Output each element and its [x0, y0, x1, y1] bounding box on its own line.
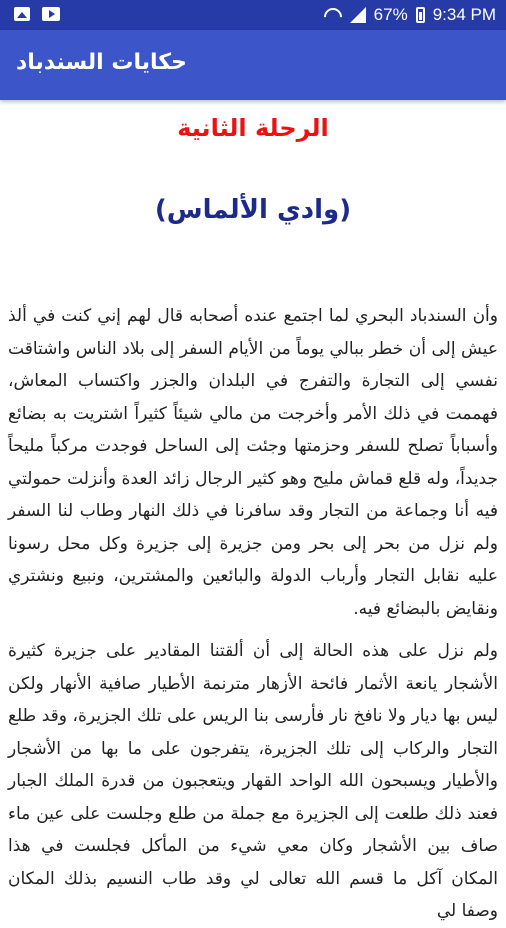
photo-icon [14, 7, 30, 21]
story-content[interactable] [0, 100, 506, 921]
app-title: حكايات السندباد [16, 50, 187, 75]
notification-icons [14, 7, 60, 21]
system-icons [324, 5, 496, 25]
youtube-icon [42, 7, 60, 21]
chapter-title: الرحلة الثانية [177, 114, 329, 142]
battery-icon [416, 7, 425, 23]
chapter-subtitle: (وادي الألماس) [154, 195, 352, 225]
wifi-icon [324, 8, 342, 22]
app-bar [0, 30, 506, 100]
status-bar [0, 0, 506, 30]
clock: 9:34 PM [432, 5, 496, 24]
story-paragraph: وأن السندباد البحري لما اجتمع عنده أصحابه قال لهم إني كنت في ألذ عيش إلى أن خطر ببالي يوماً من الأيام السفر إلى بلاد الناس واشتاقت نفسي إلى التجارة والتفرج في البلدان والجزر واكتساب المعاش، فهممت في ذلك الأمر وأخرجت من مالي شيئاً كثيراً اشتريت به بضائع وأسباباً تصلح للسفر وحزمتها وجئت إلى الساحل فوجدت مركباً مليحاً جديداً، وله قلع قماش مليح وهو كثير الرجال زائد العدة وأنزلت حمولتي فيه أنا وجماعة من التجار وقد سافرنا في ذلك النهار وطاب لنا السفر ولم نزل من بحر إلى بحر ومن جزيرة إلى جزيرة وكل محل رسونا عليه نقابل التجار وأرباب الدولة والبائعين والمشترين، ونبيع ونشتري ونقايض بالبضائع فيه. [8, 306, 498, 619]
story-paragraph: ولم نزل على هذه الحالة إلى أن ألقتنا المقادير على جزيرة كثيرة الأشجار يانعة الأثمار فائحة الأزهار مترنمة الأطيار صافية الأنهار ولكن ليس بها ديار ولا نافخ نار فأرسى بنا الريس على تلك الجزيرة، وقد طلع التجار والركاب إلى تلك الجزيرة، يتفرجون على ما بها من الأشجار والأطيار ويسبحون الله الواحد القهار ويتعجبون من قدرة الملك الجبار فعند ذلك طلعت إلى الجزيرة مع جملة من طلع وجلست على عين ماء صاف بين الأشجار وكان معي شيء من المأكل فجلست في هذا المكان آكل ما قسم الله تعالى لي وقد طاب النسيم بذلك المكان وصفا لي [8, 641, 498, 921]
signal-icon [350, 7, 366, 23]
battery-percent: 67% [373, 5, 408, 24]
